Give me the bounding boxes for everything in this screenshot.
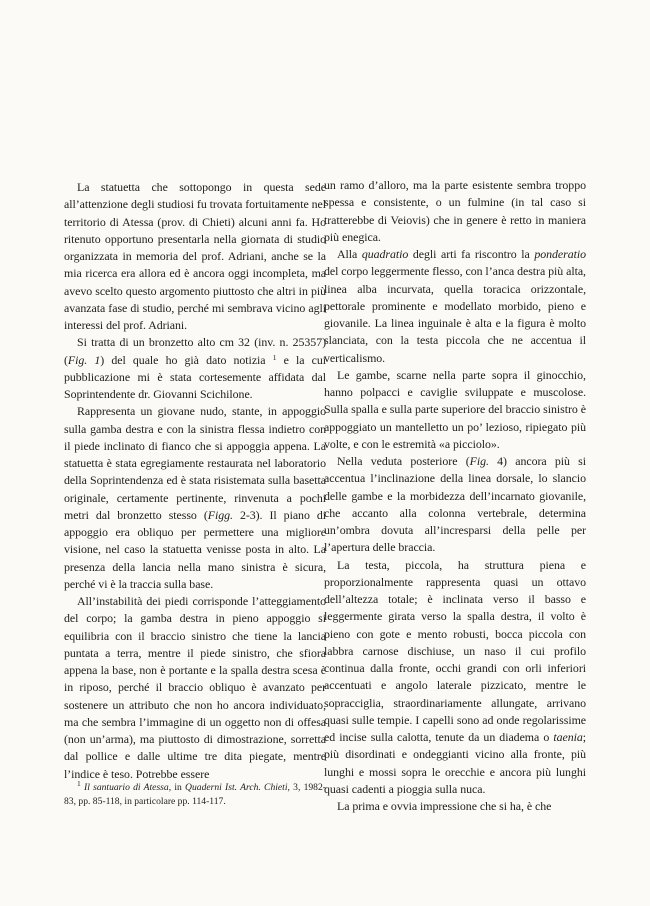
- text-run: del corpo leggermente flesso, con l’anca destra più alta, linea alba incurvata, quella toracica orizzontale, pettorale prominente e modellato morbido, pieno e giovanile. La linea inguinale è alta e la figura è molto slanciata, con la testa piccola che ne accentua il verticalismo.: [324, 264, 586, 365]
- text-run: La prima e ovvia impressione che si ha, è che: [337, 799, 552, 813]
- text-run: La statuetta che sottopongo in questa sede all’attenzione degli studiosi fu trovata fortuitamente nel territorio di Atessa (prov. di Chieti) alcuni anni fa. Ho ritenuto opportuno presentarla nella giornata di studio organizzata in memoria del prof. Adriani, anche se la mia ricerca era allora ed è ancora oggi incompleta, ma avevo scelto questo argomento piuttosto che altri in più avanzata fase di studio, perché mi sembrava vicino agli interessi del prof. Adriani.: [64, 180, 326, 332]
- text-run: degli arti fa riscontro la: [408, 247, 535, 261]
- paragraph: [324, 177, 586, 246]
- footnote-ref: 1: [272, 352, 277, 362]
- italic-text: Il santuario di Atessa: [84, 782, 169, 793]
- text-run: Alla: [337, 247, 362, 261]
- paragraph: [324, 246, 586, 367]
- left-column: [64, 179, 326, 783]
- text-run: 2-3). Il piano di appoggio era obliquo per permettere una migliore visione, nel caso la statuetta venisse posta in alto. La presenza della lancia nella mano sinistra è sicura, perché vi è la traccia sulla base.: [64, 507, 326, 591]
- paragraph: [324, 453, 586, 557]
- text-run: 4) ancora più si accentua l’inclinazione della linea dorsale, lo slancio delle gambe e la morbidezza dell’incarnato giovanile, che accanto alla colonna vertebrale, determina un’ombra dovuta all’incresparsi della pelle per l’apertura delle braccia.: [324, 454, 586, 555]
- paragraph: [64, 179, 326, 334]
- text-run: Rappresenta un giovane nudo, stante, in appoggio sulla gamba destra e con la sinistra flessa indietro con il piede inclinato di fianco che si appoggia appena. La statuetta è stata egregiamente restaurata nel laboratorio della Soprintendenza ed è stata risistemata sulla basetta originale, certamente pertinente, rinvenuta a pochi metri dal bronzetto stesso (: [64, 404, 326, 522]
- italic-text: ponderatio: [534, 247, 586, 261]
- paragraph: [324, 798, 586, 815]
- italic-text: Fig.: [469, 454, 489, 468]
- footnote: [64, 781, 326, 809]
- paragraph: [324, 557, 586, 799]
- footnote-ref: 1: [77, 779, 81, 788]
- italic-text: Figg.: [207, 507, 233, 522]
- text-run: All’instabilità dei piedi corrisponde l’atteggiamento del corpo; la gamba destra in pieno appoggio si equilibria con il braccio sinistro che tiene la lancia puntata a terra, mentre il piede sinistro, che sfiora appena la base, non è portante e la spalla destra scesa è in riposo, perché il braccio obliquo è avanzato per sostenere un attributo che non ho ancora individuato, ma che sembra l’immagine di un oggetto non di offesa (non un’arma), ma piuttosto di dimostrazione, sorretta dal pollice e dalle ultime tre dita piegate, mentre l’indice è teso. Potrebbe essere: [64, 594, 326, 781]
- text-run: e la cui pubblicazione mi è stata cortesemente affidata dal Soprintendente dr. Giovanni Scichilone.: [64, 352, 326, 401]
- text-run: Le gambe, scarne nella parte sopra il ginocchio, hanno polpacci e caviglie sviluppate e muscolose. Sulla spalla e sulla parte superiore del braccio sinistro è appoggiato un mantelletto un po’ lezioso, ripiegato più volte, e con le estremità «a picciolo».: [324, 367, 586, 451]
- italic-text: Fig. 1: [67, 352, 101, 367]
- text-run: un ramo d’alloro, ma la parte esistente sembra troppo spessa e consistente, o un fulmine (in tal caso si tratterebbe di Veiovis) che in genere è retto in maniera più enegica.: [324, 178, 586, 244]
- paragraph: [64, 334, 326, 403]
- italic-text: quadratio: [361, 247, 409, 261]
- text-run: , 3, 1982-83, pp. 85-118, in particolare pp. 114-117.: [64, 782, 326, 807]
- text-run: Si tratta di un bronzetto alto cm 32 (inv. n. 25357) (: [64, 335, 326, 367]
- paragraph: [64, 403, 326, 593]
- italic-text: Quaderni Ist. Arch. Chieti: [185, 782, 288, 793]
- paragraph: [64, 593, 326, 783]
- text-run: La testa, piccola, ha struttura piena e proporzionalmente rappresenta quasi un ottavo dell’altezza totale; è inclinata verso il basso e leggermente girata verso la spalla destra, il volto è pieno con gote e mento robusti, bocca piccola con labbra carnose dischiuse, un naso il cui profilo continua dalla fronte, occhi grandi con orli inferiori accentuati e angolo laterale pizzicato, mentre le sopracciglia, straordinariamente allungate, arrivano quasi sulle tempie. I capelli sono ad onde regolarissime ed incise sulla calotta, tenute da un diadema o: [324, 557, 586, 744]
- right-column: [324, 177, 586, 815]
- text-run: Nella veduta posteriore (: [337, 454, 470, 468]
- text-run: , in: [168, 782, 186, 793]
- paragraph: [324, 367, 586, 453]
- text-run: ) del quale ho già dato notizia: [100, 352, 273, 367]
- text-run: ; più disordinati e ondeggianti vicino alla fronte, più lunghi e mossi sopra le orecchie e ancora più lunghi quasi cadenti a pioggia sulla nuca.: [324, 730, 586, 796]
- italic-text: taenia: [553, 730, 583, 744]
